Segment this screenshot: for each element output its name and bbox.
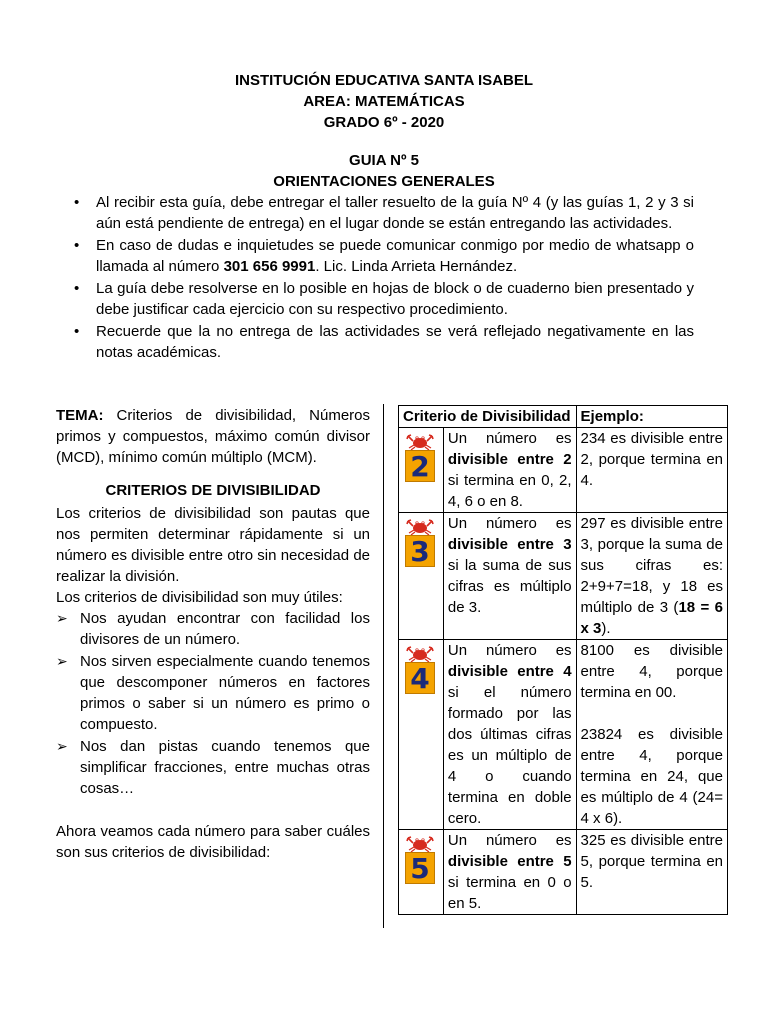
header-example: Ejemplo:: [576, 406, 727, 428]
crab-icon: [405, 834, 435, 852]
number-badge-cell: [399, 640, 444, 830]
column-divider: [383, 404, 384, 928]
criterion-cell: Un número es divisible entre 4 si el número formado por las dos últimas cifras es un múltiplo de 4 o cuando termina en doble cero.: [443, 640, 576, 830]
closing-paragraph: Ahora veamos cada número para saber cuáles son sus criterios de divisibilidad:: [56, 823, 370, 861]
subject-area: AREA: MATEMÁTICAS: [303, 93, 465, 110]
crab-icon: [405, 432, 435, 450]
number-badge: [405, 644, 435, 694]
header-criterion: Criterio de Divisibilidad: [399, 406, 577, 428]
guide-title: GUIA Nº 5: [349, 152, 419, 169]
table-row: [399, 513, 728, 640]
orientation-item: • En caso de dudas e inquietudes se puede comunicar conmigo por medio de whatsapp o llamada al número 301 656 9991. Lic. Linda Arrieta Hernández.: [72, 235, 694, 277]
divisibility-table: [398, 405, 728, 915]
orientation-item: • La guía debe resolverse en lo posible en hojas de block o de cuaderno bien presentado y debe justificar cada ejercicio con su respectivo procedimiento.: [72, 278, 694, 320]
left-column: [56, 405, 370, 863]
topic-paragraph: TEMA: Criterios de divisibilidad, Números primos y compuestos, máximo común divisor (MCD), mínimo común múltiplo (MCM).: [56, 407, 370, 466]
table-row: [399, 830, 728, 915]
criterion-bold: divisible entre 4: [447, 663, 572, 680]
list-item: ➢ Nos dan pistas cuando tenemos que simplificar fracciones, entre muchas otras cosas…: [56, 736, 370, 799]
criteria-usefulness: Los criterios de divisibilidad son muy útiles:: [56, 589, 343, 606]
table-row: [399, 428, 728, 513]
example-cell: 325 es divisible entre 5, porque termina en 5.: [576, 830, 727, 915]
number-badge-cell: [399, 830, 444, 915]
crab-icon: [405, 517, 435, 535]
digit-label: 5: [405, 852, 435, 884]
orientations-list: [72, 192, 694, 364]
criterion-bold: divisible entre 3: [447, 536, 572, 553]
number-badge-cell: [399, 428, 444, 513]
topic-label: TEMA:: [56, 407, 104, 424]
table-header-row: [399, 406, 728, 428]
orientation-item: • Recuerde que la no entrega de las actividades se verá reflejado negativamente en las notas académicas.: [72, 321, 694, 363]
criterion-cell: Un número es divisible entre 3 si la suma de sus cifras es múltiplo de 3.: [443, 513, 576, 640]
example-cell: 8100 es divisible entre 4, porque termina en 00. 23824 es divisible entre 4, porque termina en 24, que es múltiplo de 4 (24= 4 x 6).: [576, 640, 727, 830]
second-example: 23824 es divisible entre 4, porque termina en 24, que es múltiplo de 4 (24= 4 x 6).: [580, 726, 723, 827]
criterion-cell: Un número es divisible entre 5 si termina en 0 o en 5.: [443, 830, 576, 915]
criteria-intro: Los criterios de divisibilidad son pautas que nos permiten determinar rápidamente si un número es divisible entre otro sin necesidad de realizar la división.: [56, 505, 370, 585]
usefulness-list: [56, 608, 370, 799]
criterion-cell: Un número es divisible entre 2 si termina en 0, 2, 4, 6 o en 8.: [443, 428, 576, 513]
criteria-section-title: CRITERIOS DE DIVISIBILIDAD: [105, 482, 321, 499]
criterion-bold: divisible entre 5: [447, 853, 572, 870]
guide-subtitle: ORIENTACIONES GENERALES: [273, 173, 495, 190]
list-item: ➢ Nos sirven especialmente cuando tenemos que descomponer números en factores primos o saber si un número es primo o compuesto.: [56, 651, 370, 735]
number-badge: [405, 834, 435, 884]
digit-label: 3: [405, 535, 435, 567]
school-name: INSTITUCIÓN EDUCATIVA SANTA ISABEL: [234, 72, 534, 89]
example-cell: 234 es divisible entre 2, porque termina en 4.: [576, 428, 727, 513]
digit-label: 2: [405, 450, 435, 482]
list-item: ➢ Nos ayudan encontrar con facilidad los divisores de un número.: [56, 608, 370, 650]
grade-year: GRADO 6º - 2020: [323, 114, 445, 131]
table-row: [399, 640, 728, 830]
orientation-item: • Al recibir esta guía, debe entregar el taller resuelto de la guía Nº 4 (y las guías 1, 2 y 3 si aún está pendiente de entrega) en el lugar donde se están entregando las actividades.: [72, 192, 694, 234]
number-badge-cell: [399, 513, 444, 640]
phone-number: 301 656 9991: [223, 258, 316, 275]
document-header: [0, 70, 768, 133]
criterion-bold: divisible entre 2: [447, 451, 572, 468]
digit-label: 4: [405, 662, 435, 694]
number-badge: [405, 432, 435, 482]
crab-icon: [405, 644, 435, 662]
number-badge: [405, 517, 435, 567]
example-cell: 297 es divisible entre 3, porque la suma de sus cifras es: 2+9+7=18, y 18 es múltiplo de 3 (18 = 6 x 3).: [576, 513, 727, 640]
